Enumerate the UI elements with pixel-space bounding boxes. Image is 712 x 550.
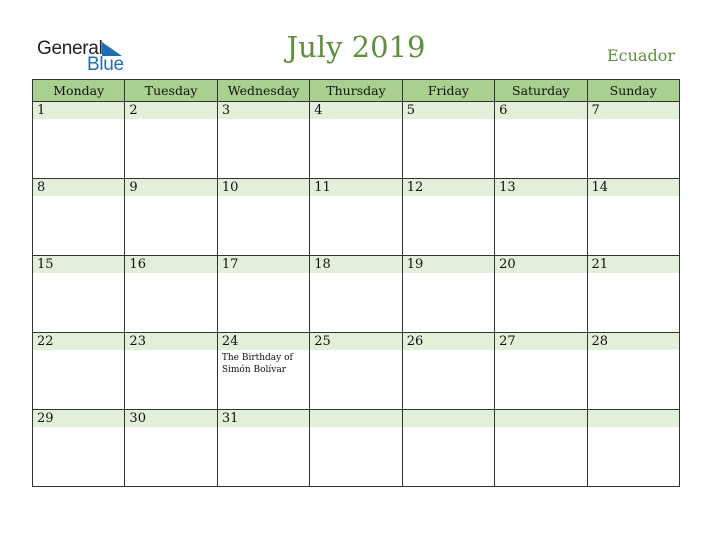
day-cell <box>125 333 217 409</box>
day-cell <box>33 333 125 409</box>
day-cell <box>495 102 587 178</box>
day-cell <box>218 410 310 486</box>
day-cell <box>218 333 310 409</box>
weekday-label: Friday <box>403 80 495 101</box>
calendar-title: July 2019 <box>286 30 426 64</box>
day-number: 16 <box>129 257 146 272</box>
weekday-label: Monday <box>33 80 125 101</box>
weekday-label: Sunday <box>609 83 657 98</box>
day-cell <box>33 410 125 486</box>
day-number: 8 <box>37 180 46 195</box>
day-cell <box>495 410 587 486</box>
weeks-container <box>33 102 679 486</box>
day-cell <box>310 410 402 486</box>
day-cell <box>218 179 310 255</box>
calendar-grid <box>32 79 680 487</box>
day-number: 6 <box>499 103 508 118</box>
country-label: Ecuador <box>606 46 675 65</box>
day-number: 18 <box>314 257 331 272</box>
day-cell <box>310 256 402 332</box>
week-row <box>33 410 679 486</box>
weekday-label: Saturday <box>495 80 587 101</box>
day-number: 7 <box>591 103 600 118</box>
day-cell <box>403 410 495 486</box>
day-number: 25 <box>314 334 331 349</box>
day-cell <box>403 256 495 332</box>
day-cell <box>588 256 679 332</box>
day-number-band <box>495 410 586 427</box>
day-cell <box>310 333 402 409</box>
day-cell <box>33 179 125 255</box>
day-number: 4 <box>314 103 323 118</box>
day-number-band <box>495 102 586 119</box>
day-number: 21 <box>591 257 609 272</box>
week-row <box>33 179 679 256</box>
week-row <box>33 333 679 410</box>
day-number: 27 <box>499 334 516 349</box>
day-number-band <box>588 410 679 427</box>
day-number: 2 <box>129 103 138 118</box>
weekday-label: Thursday <box>310 80 402 101</box>
day-number: 9 <box>129 180 138 195</box>
day-number: 28 <box>591 334 609 349</box>
day-cell <box>125 256 217 332</box>
day-number-band <box>33 179 124 196</box>
day-number-band <box>310 102 401 119</box>
day-number: 24 <box>221 334 239 349</box>
day-cell <box>588 102 679 178</box>
day-cell <box>588 333 679 409</box>
day-number: 19 <box>406 257 424 272</box>
day-cell <box>403 333 495 409</box>
day-number-band <box>403 410 494 427</box>
day-number-band <box>588 102 679 119</box>
day-number-band <box>125 102 216 119</box>
holiday-event: The Birthday of Simón Bolívar <box>221 353 293 375</box>
day-number-band <box>403 102 494 119</box>
day-number: 22 <box>37 334 54 349</box>
day-number: 30 <box>129 411 146 426</box>
weekday-header <box>33 80 679 102</box>
day-number: 3 <box>221 103 231 118</box>
day-number: 29 <box>37 411 54 426</box>
day-number-band <box>310 410 401 427</box>
day-cell <box>403 102 495 178</box>
day-number: 11 <box>314 180 331 195</box>
day-cell <box>495 256 587 332</box>
day-number: 20 <box>499 257 516 272</box>
day-number-band <box>33 102 124 119</box>
day-number: 1 <box>37 103 46 118</box>
day-cell <box>33 256 125 332</box>
logo-text-general: General <box>37 38 103 59</box>
day-cell <box>588 179 679 255</box>
day-number: 12 <box>406 180 424 195</box>
week-row <box>33 256 679 333</box>
day-number: 13 <box>499 180 516 195</box>
day-cell <box>33 102 125 178</box>
day-cell <box>310 179 402 255</box>
day-cell <box>125 179 217 255</box>
day-cell <box>218 102 310 178</box>
day-cell <box>125 410 217 486</box>
day-cell <box>588 410 679 486</box>
day-cell <box>495 333 587 409</box>
day-cell <box>403 179 495 255</box>
day-number: 10 <box>221 180 239 195</box>
weekday-label: Wednesday <box>218 80 310 101</box>
weekday-label: Tuesday <box>125 80 217 101</box>
day-cell <box>218 256 310 332</box>
day-number-band <box>218 102 309 119</box>
day-number: 31 <box>221 411 239 426</box>
day-cell <box>495 179 587 255</box>
week-row <box>33 102 679 179</box>
day-number: 5 <box>406 103 415 118</box>
logo-text-blue: Blue <box>87 54 124 75</box>
day-cell <box>310 102 402 178</box>
day-cell <box>125 102 217 178</box>
day-number: 14 <box>591 180 609 195</box>
day-number: 23 <box>129 334 146 349</box>
day-number: 26 <box>406 334 424 349</box>
day-number: 15 <box>37 257 54 272</box>
day-number-band <box>125 179 216 196</box>
day-number: 17 <box>221 257 239 272</box>
